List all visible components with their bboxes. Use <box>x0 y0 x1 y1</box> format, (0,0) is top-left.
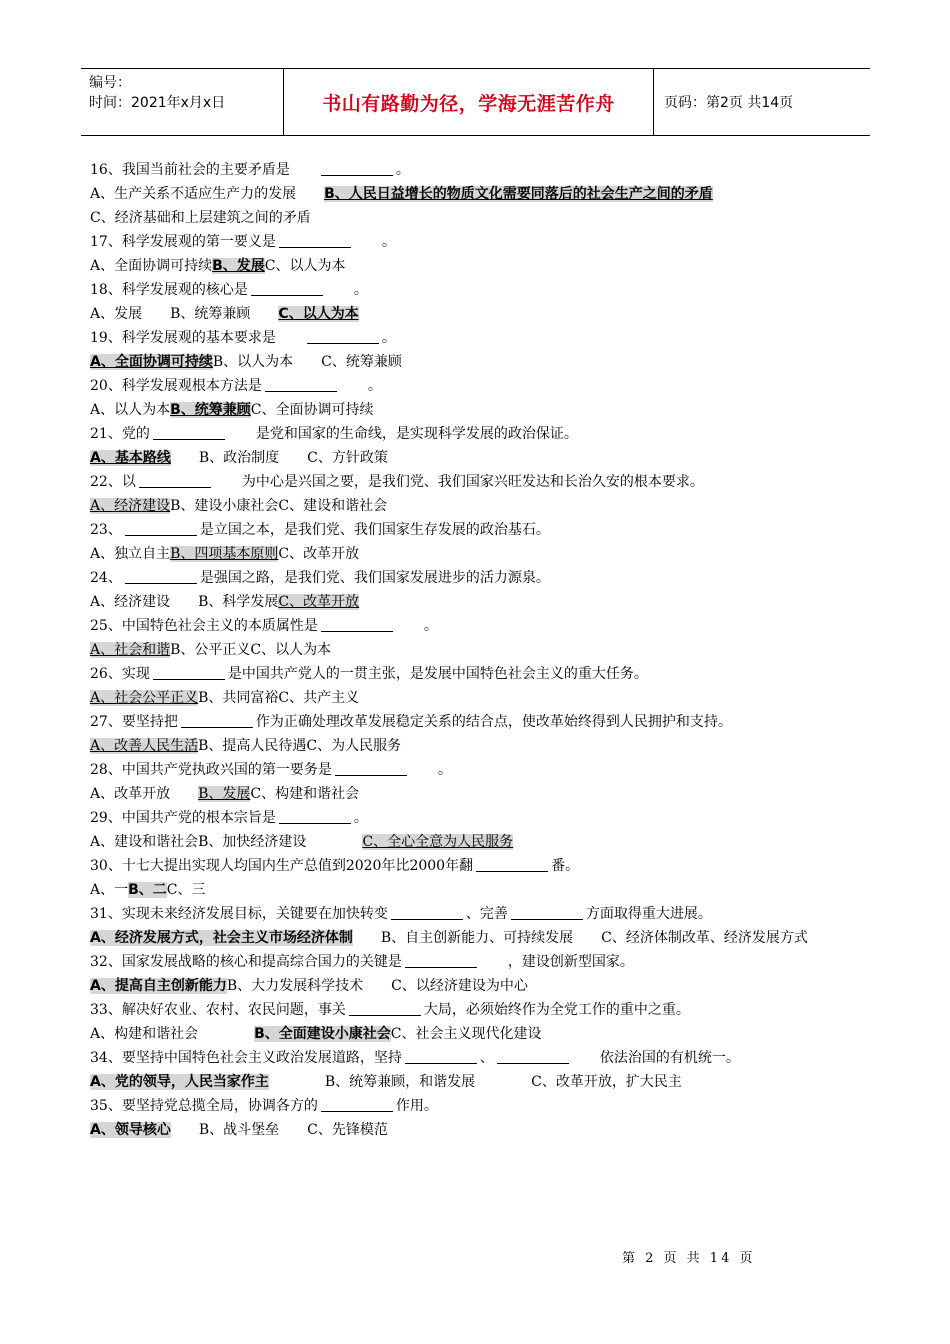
answer-blank <box>405 953 477 968</box>
question-stem: 34、要坚持中国特色社会主义政治发展道路，坚持 、 依法治国的有机统一。 <box>90 1050 740 1066</box>
correct-answer: B、发展 <box>198 786 251 802</box>
correct-answer: C、改革开放 <box>278 594 360 610</box>
question-options: A、一B、二C、三 <box>90 882 206 898</box>
question-stem: 22、以 为中心是兴国之要，是我们党、我们国家兴旺发达和长治久安的根本要求。 <box>90 474 704 490</box>
question-options: A、全面协调可持续B、以人为本 C、统筹兼顾 <box>90 354 402 370</box>
question-options: A、社会和谐B、公平正义C、以人为本 <box>90 642 332 658</box>
question-options: A、全面协调可持续B、发展C、以人为本 <box>90 258 346 274</box>
question-options: A、提高自主创新能力B、大力发展科学技术 C、以经济建设为中心 <box>90 978 528 994</box>
question-stem: 26、实现 是中国共产党人的一贯主张，是发展中国特色社会主义的重大任务。 <box>90 666 648 682</box>
correct-answer: A、领导核心 <box>90 1122 171 1138</box>
question-stem: 21、党的 是党和国家的生命线，是实现科学发展的政治保证。 <box>90 426 578 442</box>
question-options: A、生产关系不适应生产力的发展 B、人民日益增长的物质文化需要同落后的社会生产之间的矛盾 <box>90 186 713 202</box>
correct-answer: A、经济建设 <box>90 498 171 514</box>
answer-blank <box>391 905 463 920</box>
answer-blank <box>153 425 225 440</box>
header-meta <box>81 69 284 135</box>
answer-blank <box>321 161 393 176</box>
question-options: A、经济发展方式，社会主义市场经济体制 B、自主创新能力、可持续发展 C、经济体制改革、经济发展方式 <box>90 930 808 946</box>
question-options: A、基本路线 B、政治制度 C、方针政策 <box>90 450 388 466</box>
answer-blank <box>321 617 393 632</box>
correct-answer: C、全心全意为人民服务 <box>362 834 514 850</box>
correct-answer: C、以人为本 <box>278 306 359 322</box>
answer-blank <box>125 521 197 536</box>
page-header <box>81 68 870 136</box>
answer-blank <box>307 329 379 344</box>
correct-answer: A、党的领导，人民当家作主 <box>90 1074 269 1090</box>
answer-blank <box>476 857 548 872</box>
correct-answer: B、全面建设小康社会 <box>254 1026 391 1042</box>
correct-answer: B、发展 <box>212 258 265 274</box>
question-options: A、经济建设 B、科学发展C、改革开放 <box>90 594 360 610</box>
question-options: A、经济建设B、建设小康社会C、建设和谐社会 <box>90 498 388 514</box>
correct-answer: B、统筹兼顾 <box>170 402 251 418</box>
answer-blank <box>497 1049 569 1064</box>
answer-blank <box>181 713 253 728</box>
time-label: 时间：2021年x月x日 <box>89 95 226 111</box>
answer-blank <box>279 233 351 248</box>
question-options: A、领导核心 B、战斗堡垒 C、先锋模范 <box>90 1122 388 1138</box>
question-stem: 20、科学发展观根本方法是 。 <box>90 378 382 394</box>
question-stem: 17、科学发展观的第一要义是 。 <box>90 234 396 250</box>
answer-blank <box>321 1097 393 1112</box>
question-stem: 35、要坚持党总揽全局，协调各方的 作用。 <box>90 1098 438 1114</box>
question-stem: 32、国家发展战略的核心和提高综合国力的关键是 ，建设创新型国家。 <box>90 954 634 970</box>
question-options: A、构建和谐社会 B、全面建设小康社会C、社会主义现代化建设 <box>90 1026 542 1042</box>
question-options: A、改革开放 B、发展C、构建和谐社会 <box>90 786 360 802</box>
question-options: A、发展 B、统筹兼顾 C、以人为本 <box>90 306 359 322</box>
correct-answer: A、社会公平正义 <box>90 690 199 706</box>
question-options: A、党的领导，人民当家作主 B、统筹兼顾，和谐发展 C、改革开放，扩大民主 <box>90 1074 682 1090</box>
answer-blank <box>349 1001 421 1016</box>
correct-answer: B、二 <box>128 882 167 898</box>
question-stem: 30、十七大提出实现人均国内生产总值到2020年比2000年翻 番。 <box>90 858 580 874</box>
header-page-label: 页码：第2页 共14页 <box>664 95 794 111</box>
question-options: C、经济基础和上层建筑之间的矛盾 <box>90 210 311 226</box>
answer-blank <box>335 761 407 776</box>
answer-blank <box>511 905 583 920</box>
correct-answer: A、全面协调可持续 <box>90 354 213 370</box>
header-motto: 书山有路勤为径，学海无涯苦作舟 <box>284 69 654 135</box>
question-options: A、独立自主B、四项基本原则C、改革开放 <box>90 546 360 562</box>
answer-blank <box>251 281 323 296</box>
question-stem: 23、 是立国之本，是我们党、我们国家生存发展的政治基石。 <box>90 522 550 538</box>
question-stem: 16、我国当前社会的主要矛盾是 。 <box>90 162 410 178</box>
correct-answer: B、人民日益增长的物质文化需要同落后的社会生产之间的矛盾 <box>324 186 713 202</box>
correct-answer: A、经济发展方式，社会主义市场经济体制 <box>90 930 353 946</box>
correct-answer: A、社会和谐 <box>90 642 171 658</box>
question-stem: 27、要坚持把 作为正确处理改革发展稳定关系的结合点，使改革始终得到人民拥护和支持。 <box>90 714 732 730</box>
question-stem: 33、解决好农业、农村、农民问题，事关 大局，必须始终作为全党工作的重中之重。 <box>90 1002 690 1018</box>
question-stem: 19、科学发展观的基本要求是 。 <box>90 330 396 346</box>
question-options: A、以人为本B、统筹兼顾C、全面协调可持续 <box>90 402 374 418</box>
question-list <box>90 158 880 1142</box>
question-stem: 18、科学发展观的核心是 。 <box>90 282 368 298</box>
number-label: 编号： <box>89 75 131 91</box>
question-options: A、改善人民生活B、提高人民待遇C、为人民服务 <box>90 738 402 754</box>
question-options: A、社会公平正义B、共同富裕C、共产主义 <box>90 690 360 706</box>
correct-answer: B、四项基本原则 <box>170 546 279 562</box>
question-stem: 29、中国共产党的根本宗旨是 。 <box>90 810 368 826</box>
answer-blank <box>153 665 225 680</box>
page-footer: 第 2 页 共 14 页 <box>622 1251 756 1266</box>
question-stem: 25、中国特色社会主义的本质属性是 。 <box>90 618 438 634</box>
answer-blank <box>139 473 211 488</box>
question-stem: 31、实现未来经济发展目标，关键要在加快转变 、完善 方面取得重大进展。 <box>90 906 712 922</box>
correct-answer: A、提高自主创新能力 <box>90 978 227 994</box>
answer-blank <box>265 377 337 392</box>
correct-answer: A、基本路线 <box>90 450 171 466</box>
correct-answer: A、改善人民生活 <box>90 738 199 754</box>
answer-blank <box>125 569 197 584</box>
answer-blank <box>279 809 351 824</box>
question-stem: 24、 是强国之路，是我们党、我们国家发展进步的活力源泉。 <box>90 570 550 586</box>
question-options: A、建设和谐社会B、加快经济建设 C、全心全意为人民服务 <box>90 834 514 850</box>
answer-blank <box>405 1049 477 1064</box>
question-stem: 28、中国共产党执政兴国的第一要务是 。 <box>90 762 452 778</box>
